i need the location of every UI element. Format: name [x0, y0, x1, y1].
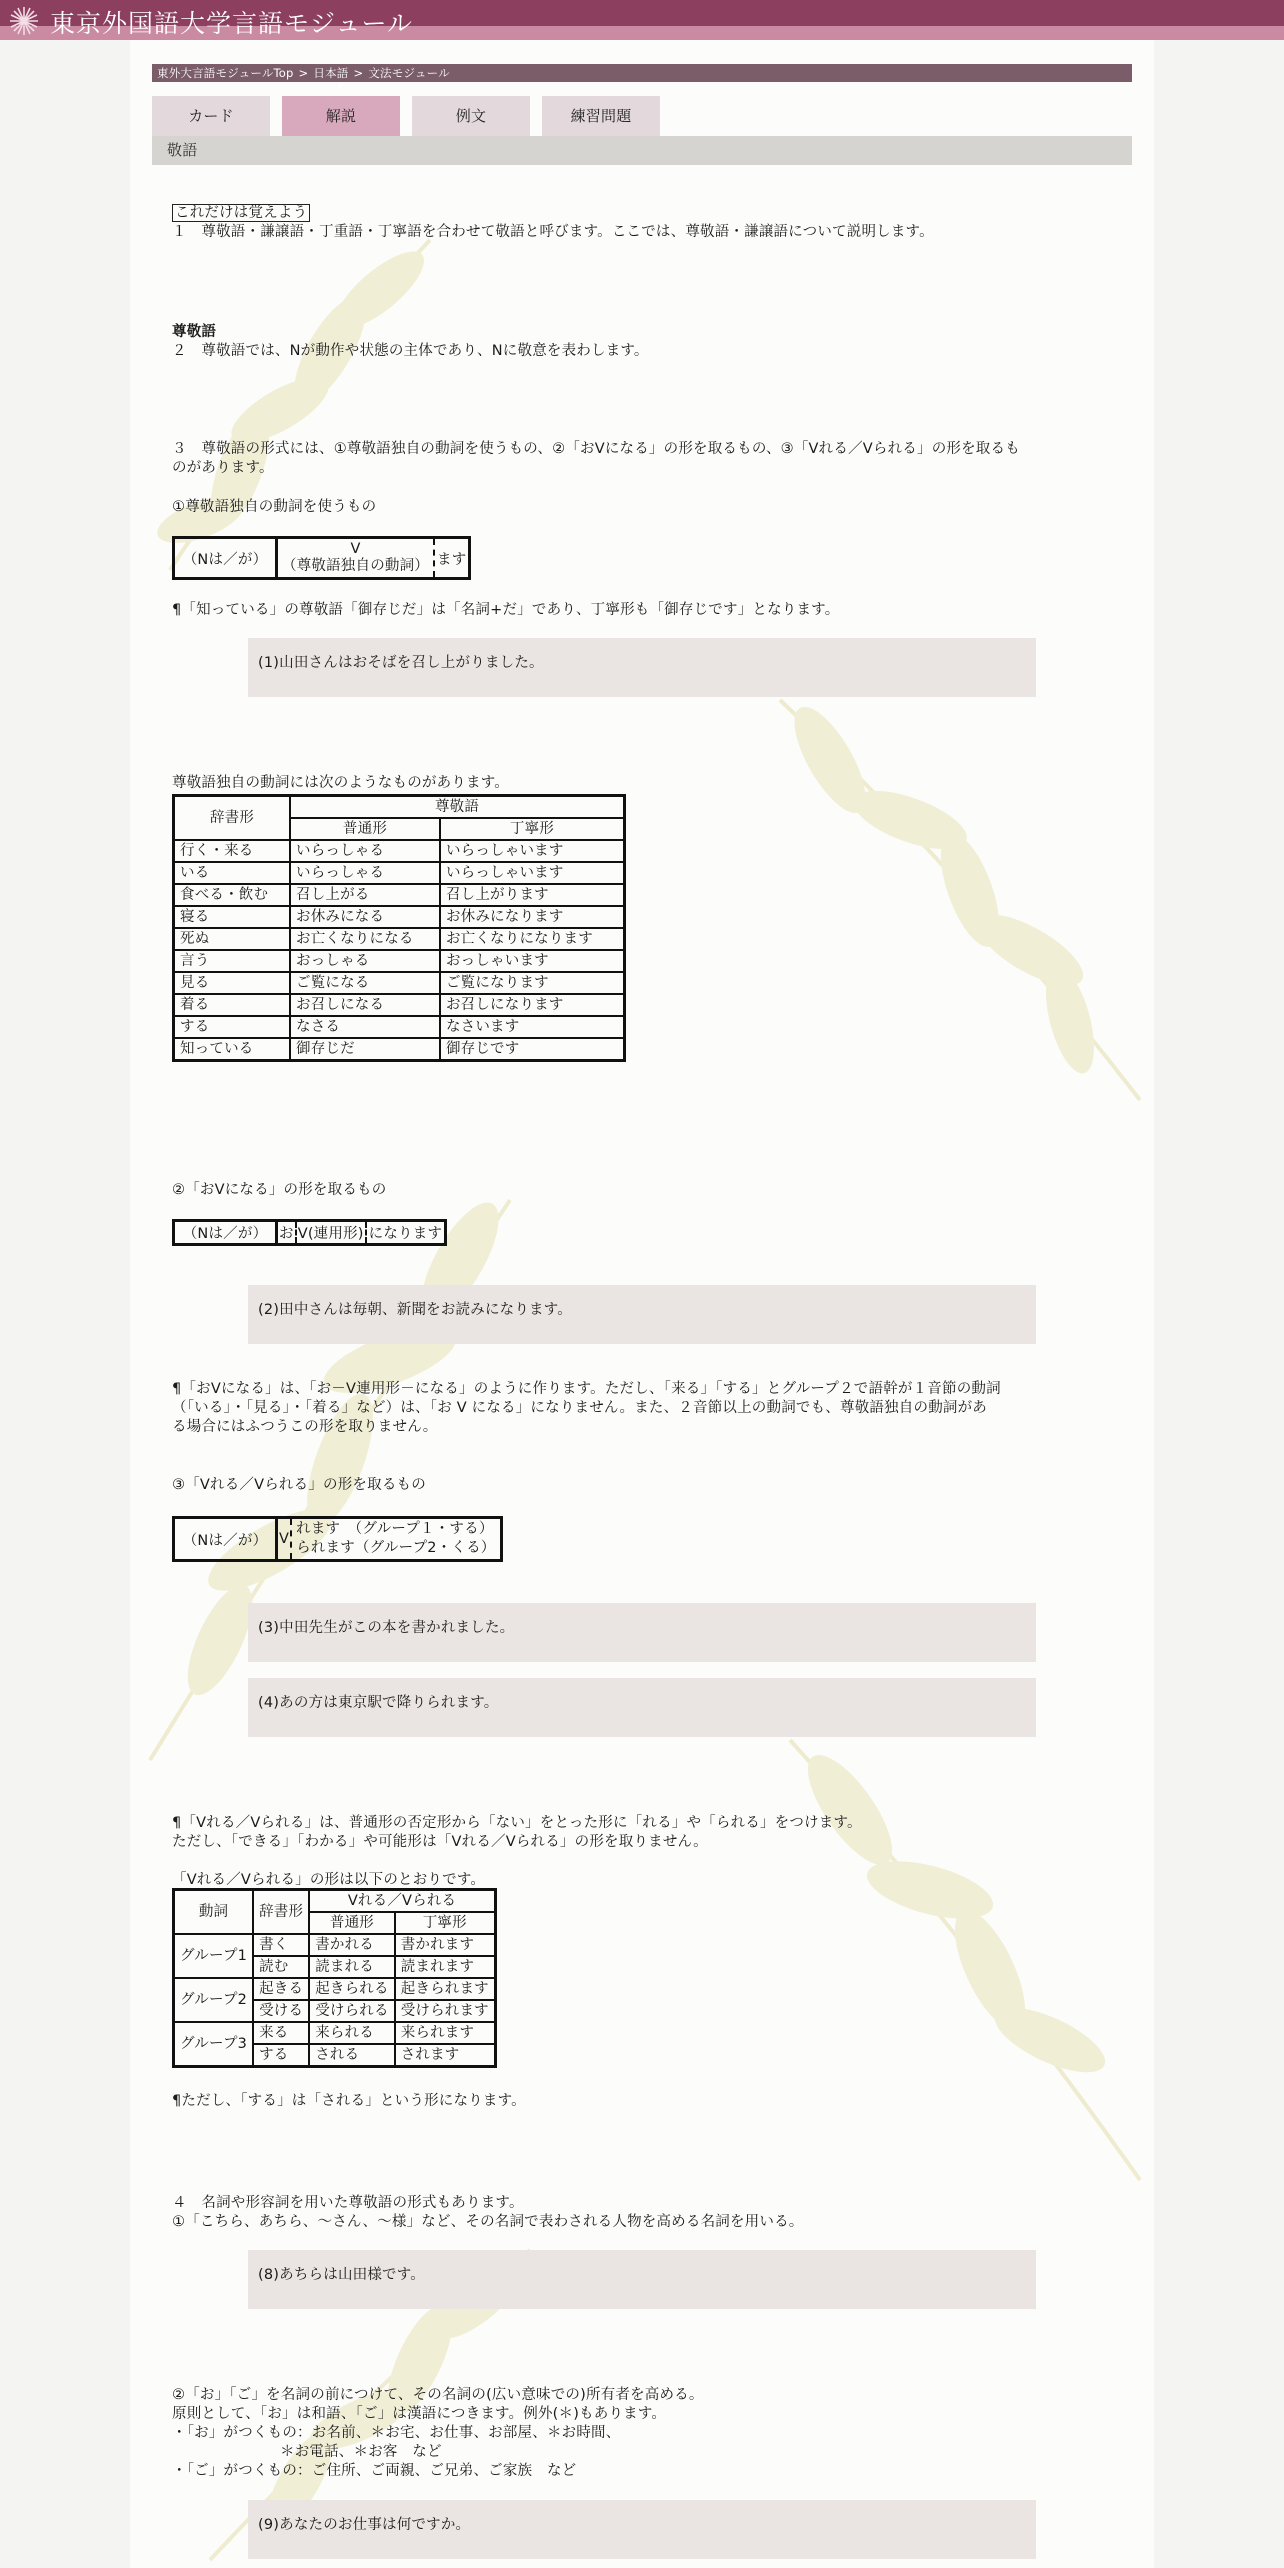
- section-title: 敬語: [152, 136, 1132, 165]
- form2-note-line3: る場合にはふつうこの形を取りません。: [172, 1419, 438, 1435]
- table-row: [174, 2022, 496, 2044]
- formula-subject: （Nは／が）: [174, 1518, 277, 1561]
- table-cell: お召しになる: [290, 994, 440, 1016]
- form1-note: ¶「知っている」の尊敬語「御存じだ」は「名詞+だ」であり、丁寧形も「御存じです」となります。: [172, 602, 840, 618]
- breadcrumb-separator: >: [298, 66, 309, 80]
- form1-table-caption: 尊敬語独自の動詞には次のようなものがあります。: [172, 775, 509, 791]
- table-cell: 来られる: [309, 2022, 395, 2044]
- flower-logo-icon: [8, 5, 40, 37]
- table-cell: なさいます: [440, 1016, 625, 1038]
- table-cell: 起きる: [253, 1978, 309, 2000]
- table-cell: 読まれます: [395, 1956, 496, 1978]
- sonkeigo-heading: 尊敬語: [172, 324, 217, 340]
- table-cell: いらっしゃいます: [440, 840, 625, 862]
- table-cell: 受けられる: [309, 2000, 395, 2022]
- form3-after-note: ¶ただし、「する」は「される」という形になります。: [172, 2093, 526, 2109]
- table-row: [174, 906, 625, 928]
- table-row: [174, 1978, 496, 2000]
- table-header: 尊敬語: [290, 796, 625, 819]
- table-cell: 召し上がります: [440, 884, 625, 906]
- table-header: 普通形: [290, 818, 440, 840]
- leaf-decoration-icon: [770, 1720, 1150, 2200]
- table-cell: いらっしゃいます: [440, 862, 625, 884]
- form2-formula: [172, 1219, 447, 1246]
- table-row: [174, 840, 625, 862]
- table-cell: 言う: [174, 950, 291, 972]
- example-4: (4)あの方は東京駅で降りられます。: [248, 1678, 1036, 1737]
- table-cell: 知っている: [174, 1038, 291, 1061]
- table-cell: いらっしゃる: [290, 862, 440, 884]
- table-cell: いらっしゃる: [290, 840, 440, 862]
- table-header: 普通形: [309, 1912, 395, 1934]
- form3-note-line2: ただし、「できる」「わかる」や可能形は「Vれる／Vられる」の形を取りません。: [172, 1834, 708, 1850]
- table-cell: 着る: [174, 994, 291, 1016]
- table-cell: 起きられる: [309, 1978, 395, 2000]
- breadcrumb-top-link[interactable]: 東外大言語モジュールTop: [157, 66, 294, 80]
- breadcrumb-separator: >: [353, 66, 364, 80]
- tab-label: 解説: [325, 107, 357, 125]
- table-cell: 行く・来る: [174, 840, 291, 862]
- table-cell: 書かれる: [309, 1934, 395, 1956]
- table-cell: 食べる・飲む: [174, 884, 291, 906]
- table-cell: 書く: [253, 1934, 309, 1956]
- form1-formula: [172, 536, 471, 580]
- table-header: 辞書形: [253, 1890, 309, 1935]
- form2-note-line2: （「いる」・「見る」・「着る」など）は、「お V になる」になりません。また、２音節以上の動詞でも、尊敬語独自の動詞があ: [172, 1400, 988, 1416]
- tab-exercises[interactable]: [542, 96, 660, 136]
- formula-endings: れます （グループ１・する） られます（グループ2・くる）: [291, 1518, 501, 1561]
- table-cell: する: [174, 1016, 291, 1038]
- table-cell: お亡くなりになる: [290, 928, 440, 950]
- tab-label: 練習問題: [570, 107, 632, 125]
- paragraph-2: ２ 尊敬語では、Nが動作や状態の主体であり、Nに敬意を表わします。: [172, 343, 649, 359]
- example-8: (8)あちらは山田様です。: [248, 2250, 1036, 2309]
- table-cell: 読む: [253, 1956, 309, 1978]
- table-cell: 寝る: [174, 906, 291, 928]
- site-header: [0, 0, 1284, 40]
- table-cell: お亡くなりになります: [440, 928, 625, 950]
- table-cell: お休みになります: [440, 906, 625, 928]
- formula-subject: （Nは／が）: [174, 538, 277, 579]
- paragraph-3-line2: のがあります。: [172, 460, 274, 476]
- table-row: [174, 1016, 625, 1038]
- table-row: [174, 1038, 625, 1061]
- formula-suffix: になります: [366, 1221, 446, 1245]
- formula-verb: V: [277, 1518, 292, 1561]
- form3-note-line1: ¶「Vれる／Vられる」は、普通形の否定形から「ない」をとった形に「れる」や「られる」をつけます。: [172, 1815, 862, 1831]
- leaf-decoration-icon: [130, 200, 460, 580]
- table-cell: する: [253, 2044, 309, 2067]
- group-cell: グループ2: [174, 1978, 254, 2022]
- example-1: (1)山田さんはおそばを召し上がりました。: [248, 638, 1036, 697]
- paragraph-1: １ 尊敬語・謙譲語・丁重語・丁寧語を合わせて敬語と呼びます。ここでは、尊敬語・謙譲語について説明します。: [172, 224, 934, 240]
- table-cell: 書かれます: [395, 1934, 496, 1956]
- intro-badge: これだけは覚えよう: [172, 204, 310, 223]
- vreru-table: [172, 1888, 497, 2068]
- form3-heading: ③「Vれる／Vられる」の形を取るもの: [172, 1477, 426, 1493]
- table-cell: される: [309, 2044, 395, 2067]
- table-row: [174, 972, 625, 994]
- table-row: [174, 950, 625, 972]
- table-header: Vれる／Vられる: [309, 1890, 495, 1913]
- table-cell: 御存じだ: [290, 1038, 440, 1061]
- formula-verb: V （尊敬語独自の動詞）: [277, 538, 435, 579]
- table-cell: おっしゃる: [290, 950, 440, 972]
- table-row: [174, 994, 625, 1016]
- form1-heading: ①尊敬語独自の動詞を使うもの: [172, 499, 377, 515]
- table-row: [174, 928, 625, 950]
- table-cell: 受ける: [253, 2000, 309, 2022]
- group-cell: グループ3: [174, 2022, 254, 2067]
- form3-table-caption: 「Vれる／Vられる」の形は以下のとおりです。: [172, 1872, 486, 1888]
- active-tab-arrow-icon: ▼: [337, 81, 345, 91]
- breadcrumb-current[interactable]: 文法モジュール: [368, 66, 450, 80]
- breadcrumb-japanese-link[interactable]: 日本語: [313, 66, 349, 80]
- table-header: 辞書形: [174, 796, 291, 841]
- table-row: [174, 1934, 496, 1956]
- site-title[interactable]: 東京外国語大学言語モジュール: [50, 9, 414, 38]
- form3-formula: [172, 1516, 503, 1562]
- example-2: (2)田中さんは毎朝、新聞をお読みになります。: [248, 1285, 1036, 1344]
- formula-verb: V(連用形): [296, 1221, 366, 1245]
- table-row: [174, 862, 625, 884]
- table-cell: されます: [395, 2044, 496, 2067]
- formula-o: お: [277, 1221, 296, 1245]
- main-page: [130, 40, 1154, 2568]
- paragraph-4: ４ 名詞や形容詞を用いた尊敬語の形式もあります。: [172, 2195, 524, 2211]
- formula-subject: （Nは／が）: [174, 1221, 277, 1245]
- table-cell: 起きられます: [395, 1978, 496, 2000]
- table-cell: お休みになる: [290, 906, 440, 928]
- form2-heading: ②「おVになる」の形を取るもの: [172, 1182, 387, 1198]
- tab-label: カード: [188, 107, 234, 125]
- paragraph-5-line1: ②「お」「ご」を名詞の前につけて、その名詞の(広い意味での)所有者を高める。: [172, 2387, 704, 2403]
- table-cell: ご覧になる: [290, 972, 440, 994]
- table-cell: 受けられます: [395, 2000, 496, 2022]
- table-cell: 来られます: [395, 2022, 496, 2044]
- table-cell: おっしゃいます: [440, 950, 625, 972]
- paragraph-5-line4: ＊お電話、＊お客 など: [280, 2444, 442, 2460]
- tab-examples[interactable]: [412, 96, 530, 136]
- table-cell: 来る: [253, 2022, 309, 2044]
- tab-explanation[interactable]: [282, 81, 400, 136]
- paragraph-5-line5: ・「ご」がつくもの：ご住所、ご両親、ご兄弟、ご家族 など: [172, 2463, 577, 2479]
- paragraph-3-line1: ３ 尊敬語の形式には、①尊敬語独自の動詞を使うもの、②「おVになる」の形を取るもの、③「Vれる／Vられる」の形を取るも: [172, 441, 1020, 457]
- table-cell: 御存じです: [440, 1038, 625, 1061]
- table-cell: 召し上がる: [290, 884, 440, 906]
- form2-note-line1: ¶「おVになる」は、「お－V連用形－になる」のように作ります。ただし、「来る」「する」とグループ２で語幹が１音節の動詞: [172, 1381, 1001, 1397]
- table-row: [174, 884, 625, 906]
- table-cell: なさる: [290, 1016, 440, 1038]
- group-cell: グループ1: [174, 1934, 254, 1978]
- table-cell: ご覧になります: [440, 972, 625, 994]
- table-header: 動詞: [174, 1890, 254, 1935]
- table-header: 丁寧形: [440, 818, 625, 840]
- paragraph-4-sub: ①「こちら、あちら、～さん、～様」など、その名詞で表わされる人物を高める名詞を用いる。: [172, 2214, 804, 2230]
- table-header: 丁寧形: [395, 1912, 496, 1934]
- table-cell: お召しになります: [440, 994, 625, 1016]
- table-cell: いる: [174, 862, 291, 884]
- sonkeigo-verb-table: [172, 794, 626, 1062]
- example-9: (9)あなたのお仕事は何ですか。: [248, 2500, 1036, 2559]
- table-cell: 読まれる: [309, 1956, 395, 1978]
- table-cell: 見る: [174, 972, 291, 994]
- leaf-decoration-icon: [770, 680, 1150, 1120]
- paragraph-5-line2: 原則として、「お」は和語、「ご」は漢語につきます。例外(＊)もあります。: [172, 2406, 667, 2422]
- example-3: (3)中田先生がこの本を書かれました。: [248, 1603, 1036, 1662]
- tab-label: 例文: [455, 107, 487, 125]
- tab-card[interactable]: [152, 96, 270, 136]
- table-cell: 死ぬ: [174, 928, 291, 950]
- paragraph-5-line3: ・「お」がつくもの：お名前、＊お宅、お仕事、お部屋、＊お時間、: [172, 2425, 621, 2441]
- formula-suffix: ます: [434, 538, 470, 579]
